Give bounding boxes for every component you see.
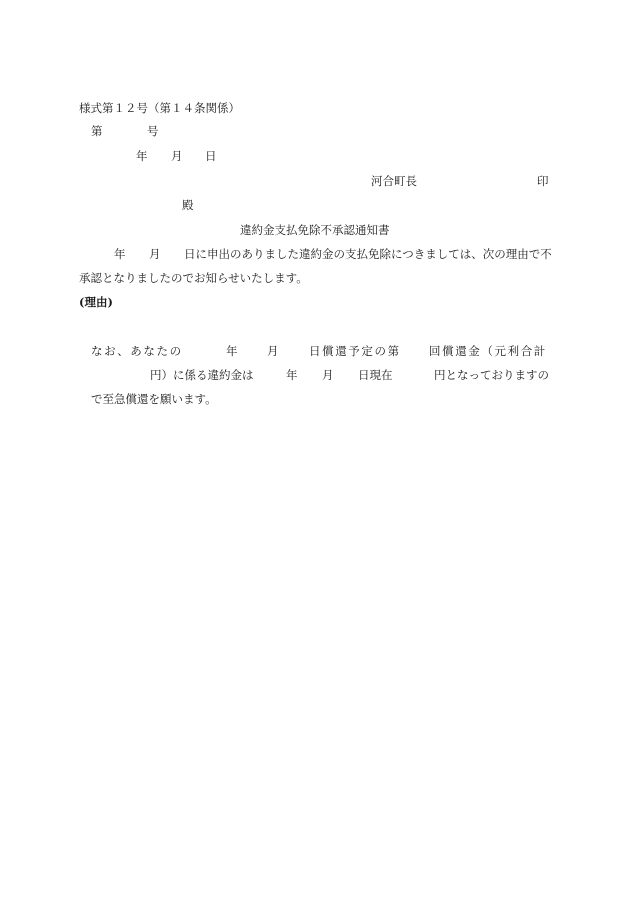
note-line-2-year: 年: [286, 368, 298, 382]
issue-date-day: 日: [205, 149, 217, 163]
issue-date-month: 月: [171, 149, 183, 163]
issuer-name: 河合町長: [371, 174, 417, 188]
body-paragraph-line-1: 日に申出のありました違約金の支払免除につきましては、次の理由で不: [184, 247, 552, 261]
note-line-2-rest: 円となっておりますの: [434, 368, 549, 382]
application-date-month: 月: [149, 247, 161, 261]
note-line-2-now: 日現在: [358, 368, 393, 382]
form-number-label: 様式第１２号（第１４条関係）: [79, 101, 240, 115]
note-line-1-prefix: なお、あなたの: [91, 344, 183, 358]
note-line-2-yen: 円）に係る違約金は: [150, 368, 254, 382]
note-line-1-year: 年: [226, 344, 238, 358]
note-line-2-month: 月: [322, 368, 334, 382]
reason-label: (理由): [79, 295, 113, 309]
addressee-suffix: 殿: [182, 198, 194, 212]
seal-mark: 印: [537, 174, 549, 188]
note-line-1-rest: 回償還金（元利合計: [429, 344, 547, 358]
note-line-1-month: 月: [267, 344, 279, 358]
note-line-3: で至急償還を願います。: [91, 392, 217, 406]
doc-number-prefix: 第: [91, 124, 103, 138]
body-paragraph-line-2: 承認となりましたのでお知らせいたします。: [79, 271, 308, 285]
note-line-1-day-text: 日償還予定の第: [309, 344, 401, 358]
document-title: 違約金支払免除不承認通知書: [240, 223, 390, 237]
doc-number-suffix: 号: [147, 124, 159, 138]
issue-date-year: 年: [136, 149, 148, 163]
application-date-year: 年: [114, 247, 126, 261]
